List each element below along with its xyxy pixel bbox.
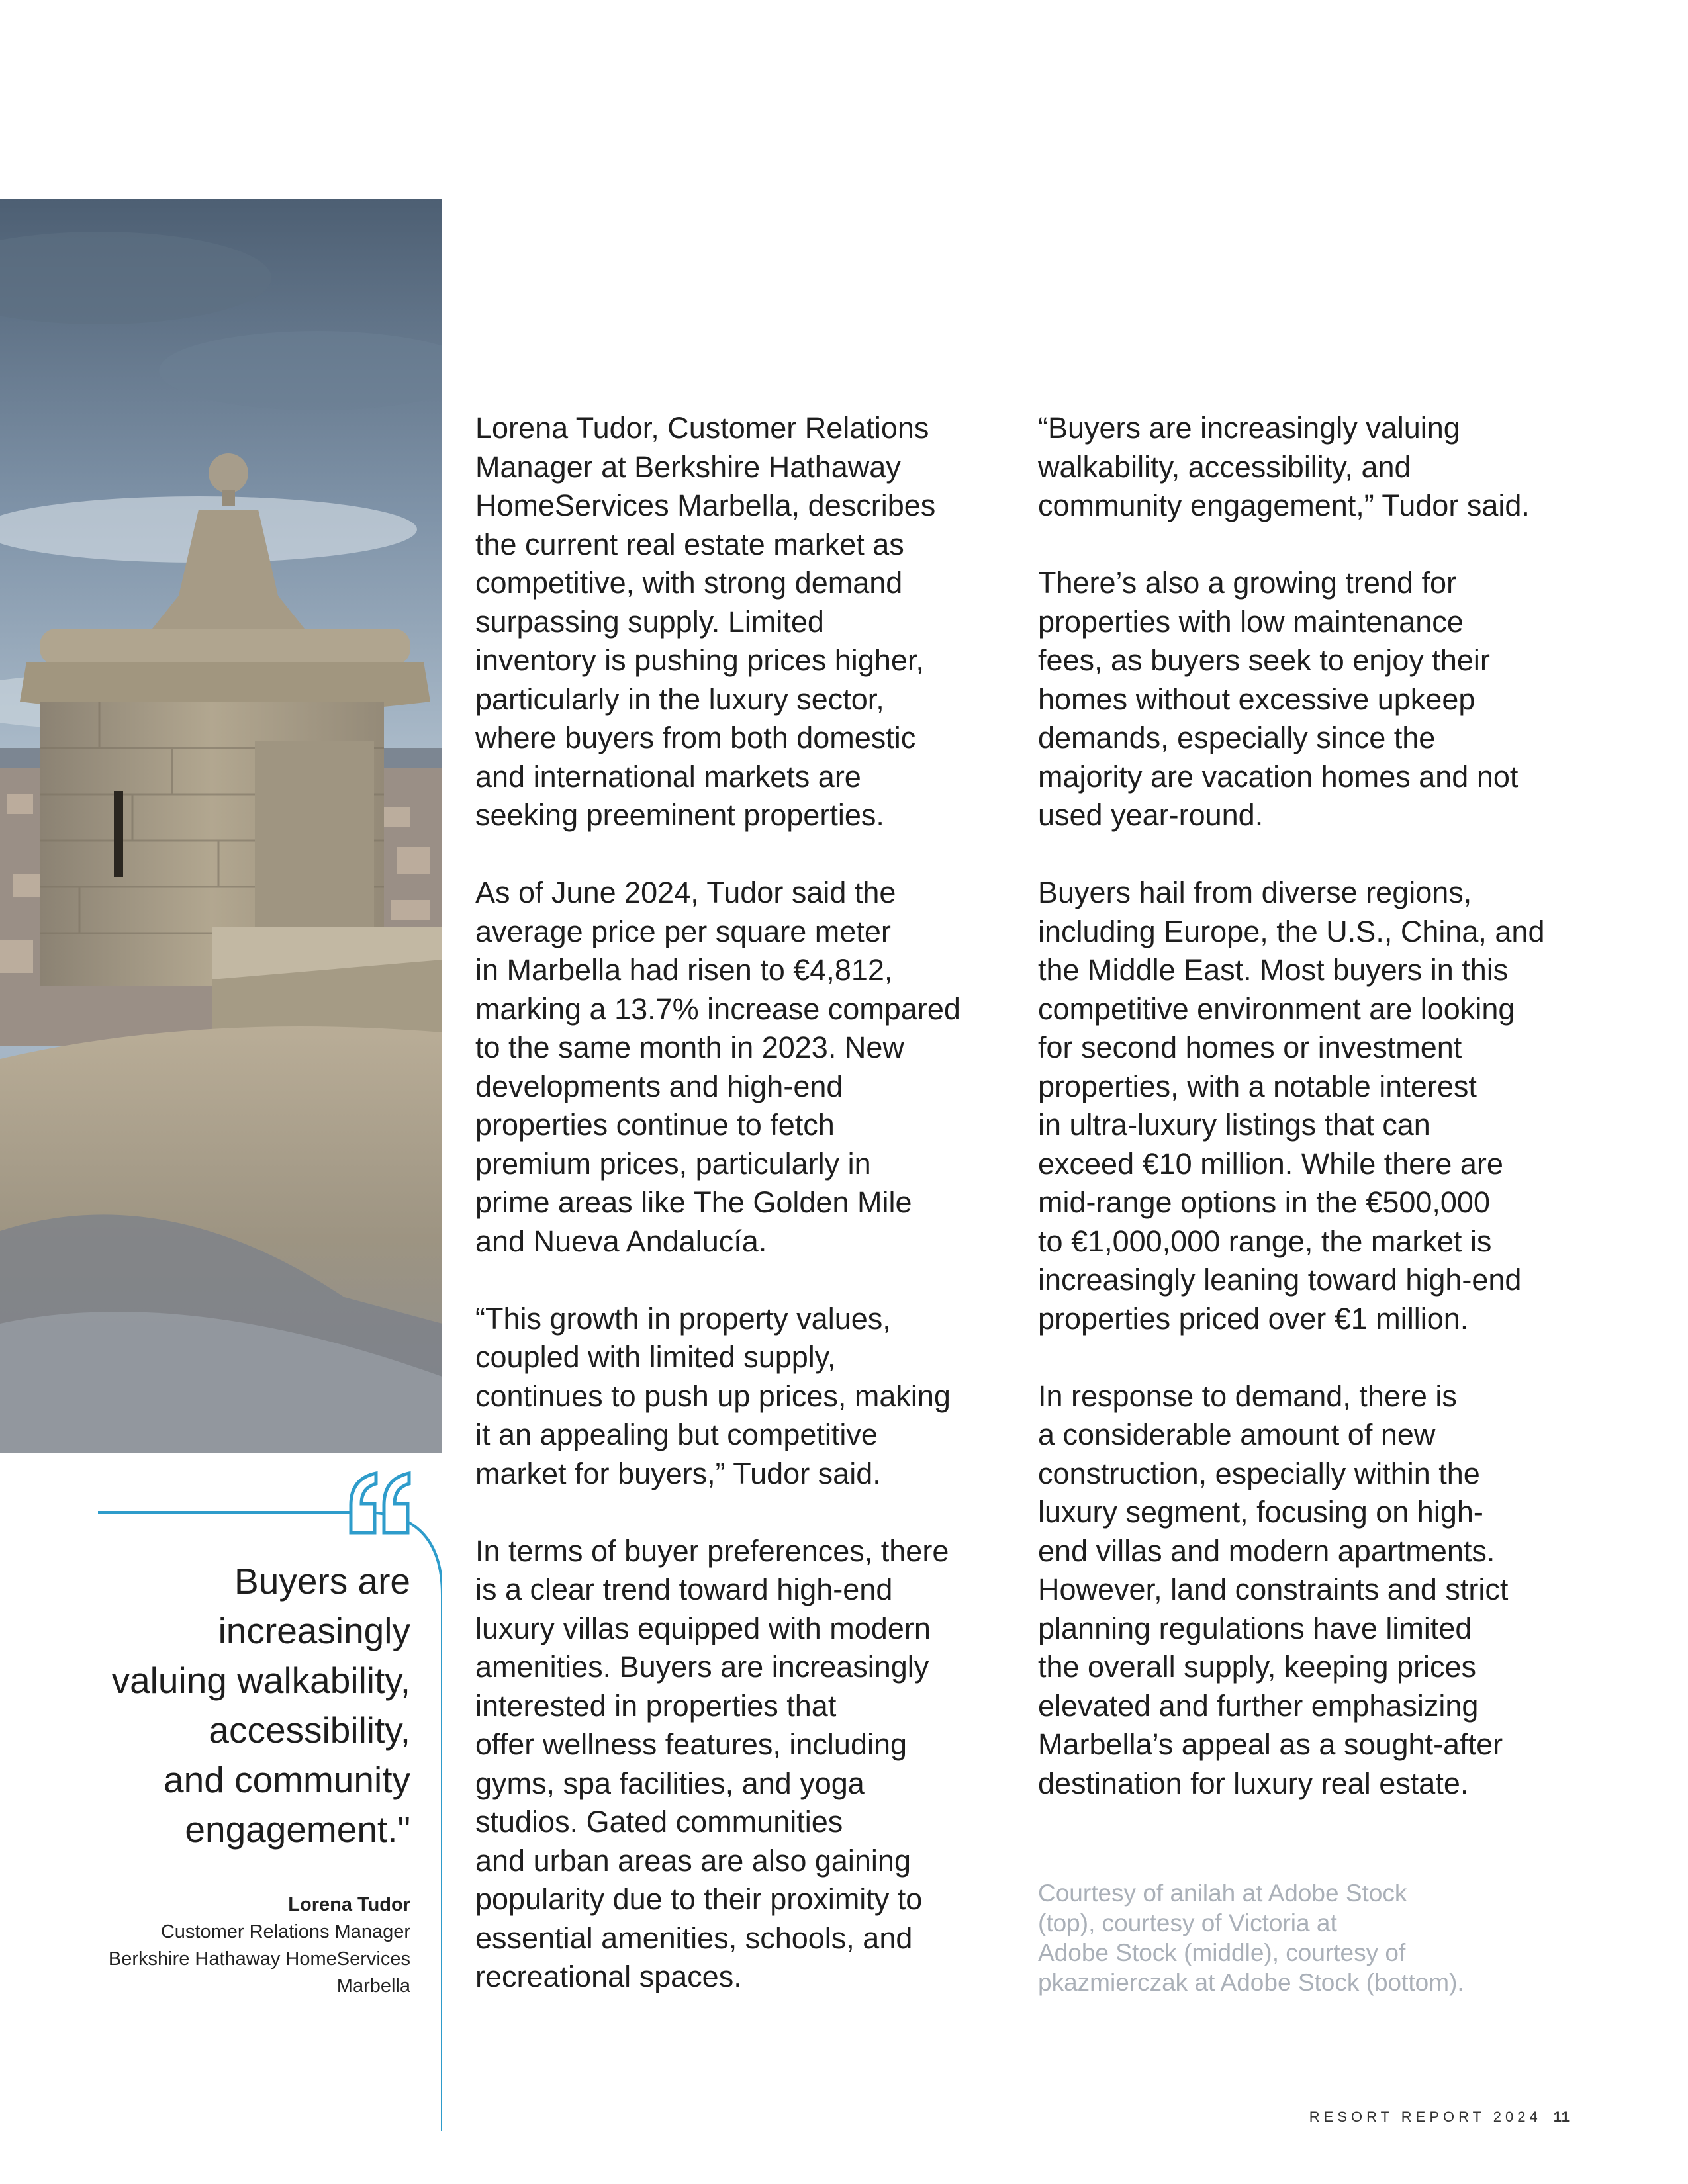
attribution-name: Lorena Tudor [288, 1894, 410, 1915]
tower-photo [0, 199, 442, 1453]
paragraph: As of June 2024, Tudor said the average price per square meter in Marbella had risen to €4,812, marking a 13.7% increase compared to the same month in 2023. New developments and high-end properties continue to fetch premium prices, particularly in prime areas like The Golden Mile and Nueva Andalucía. [475, 876, 961, 1258]
paragraph: Lorena Tudor, Customer Relations Manager at Berkshire Hathaway HomeServices Marbella, describes the current real estate market as competitive, with strong demand surpassing supply. Limited inventory is pushing prices higher, particularly in the luxury sector, where buyers from both domestic and international markets are seeking preeminent properties. [475, 411, 936, 832]
photo-credit: Courtesy of anilah at Adobe Stock (top), courtesy of Victoria at Adobe Stock (middle), courtesy of pkazmierczak at Adobe Stock (bottom). [1038, 1880, 1464, 1996]
paragraph: Buyers hail from diverse regions, including Europe, the U.S., China, and the Middle East. Most buyers in this competitive environment are looking for second homes or investment properties, with a notable interest in ultra-luxury listings that can exceed €10 million. While there are mid-range options in the €500,000 to €1,000,000 range, the market is increasingly leaning toward high-end properties priced over €1 million. [1038, 876, 1545, 1336]
paragraph: In response to demand, there is a considerable amount of new construction, especially within the luxury segment, focusing on high- end villas and modern apartments. However, land constraints and strict planning regulations have limited the overall supply, keeping prices elevated and further emphasizing Marbella’s appeal as a sought-after destination for luxury real estate. [1038, 1379, 1509, 1800]
paragraph: There’s also a growing trend for properties with low maintenance fees, as buyers seek to enjoy their homes without excessive upkeep demands, especially since the majority are vacation homes and not used year-round. [1038, 566, 1519, 832]
page-footer [1041, 2109, 1570, 2126]
publication-name: RESORT REPORT 2024 [1309, 2109, 1542, 2125]
attribution-company: Berkshire Hathaway HomeServices [108, 1948, 410, 1970]
attribution-title: Customer Relations Manager [160, 1921, 410, 1942]
article-column-2 [1038, 409, 1568, 1842]
open-quote-icon [343, 1467, 416, 1539]
article-column-1 [475, 409, 1005, 2035]
pull-quote-text: Buyers are increasingly valuing walkability, accessibility, and community engagement." [111, 1561, 410, 1850]
page-number: 11 [1553, 2109, 1570, 2125]
attribution-location: Marbella [336, 1976, 410, 1997]
pull-quote-attribution [53, 1891, 410, 2000]
paragraph: “Buyers are increasingly valuing walkability, accessibility, and community engagement,” Tudor said. [1038, 411, 1530, 522]
paragraph: In terms of buyer preferences, there is a clear trend toward high-end luxury villas equipped with modern amenities. Buyers are increasingly interested in properties that offer wellness features, including gyms, spa facilities, and yoga studios. Gated communities and urban areas are also gaining popularity due to their proximity to essential amenities, schools, and recreational spaces. [475, 1533, 949, 1993]
paragraph: “This growth in property values, coupled with limited supply, continues to push up prices, making it an appealing but competitive market for buyers,” Tudor said. [475, 1301, 951, 1490]
watchtower-illustration [0, 199, 442, 1453]
